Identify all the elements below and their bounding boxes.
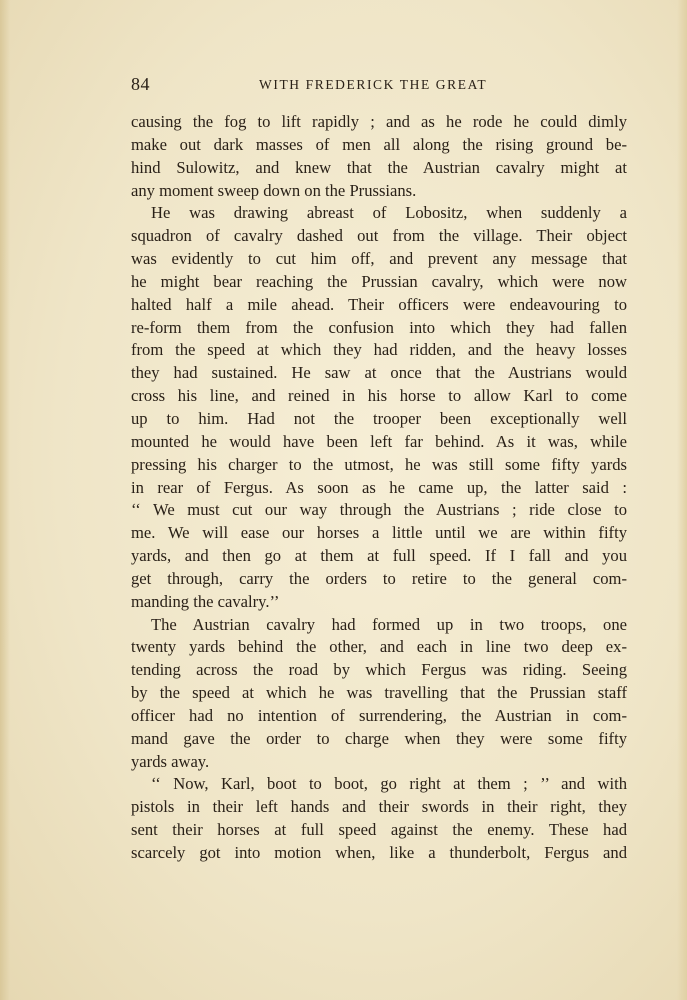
text-line: any moment sweep down on the Prussians. (131, 180, 417, 200)
text-line: pistols in their left hands and their swords in their right, they (131, 797, 627, 817)
text-line: ‘‘ Now, Karl, boot to boot, go right at them ; ’’ and with (151, 774, 627, 794)
text-line: mounted he would have been left far behind. As it was, while (131, 431, 627, 451)
text-line: tending across the road by which Fergus was riding. Seeing (131, 660, 627, 680)
text-line: by the speed at which he was travelling that the Prussian staff (131, 683, 627, 703)
running-title: WITH FREDERICK THE GREAT (259, 77, 488, 92)
text-line: manding the cavalry.’’ (131, 591, 280, 611)
text-line: pressing his charger to the utmost, he was still some fifty yards (131, 454, 627, 474)
text-line: ‘‘ We must cut our way through the Austrians ; ride close to (131, 500, 627, 520)
text-line: yards, and then go at them at full speed. If I fall and you (131, 546, 627, 566)
text-line: causing the fog to lift rapidly ; and as he rode he could dimly (131, 112, 627, 131)
text-line: from the speed at which they had ridden, and the heavy losses (131, 340, 627, 360)
page-right-edge (677, 0, 687, 1000)
text-line: re-form them from the confusion into which they had fallen (131, 317, 627, 337)
text-line: me. We will ease our horses a little until we are within fifty (131, 523, 627, 543)
text-line: yards away. (131, 751, 210, 771)
text-line: they had sustained. He saw at once that the Austrians would (131, 363, 627, 383)
text-line: squadron of cavalry dashed out from the village. Their object (131, 226, 627, 246)
running-head (131, 74, 627, 98)
text-line: sent their horses at full speed against the enemy. These had (131, 820, 627, 840)
page-binding-edge (0, 0, 10, 1000)
text-line: twenty yards behind the other, and each in line two deep ex- (131, 637, 627, 657)
page-number: 84 (131, 74, 150, 94)
text-line: get through, carry the orders to retire to the general com- (131, 568, 627, 588)
text-line: cross his line, and reined in his horse to allow Karl to come (131, 386, 627, 406)
text-line: mand gave the order to charge when they were some fifty (131, 728, 627, 748)
text-line: was evidently to cut him off, and prevent any message that (131, 249, 627, 269)
text-line: halted half a mile ahead. Their officers were endeavouring to (131, 294, 627, 314)
text-line: he might bear reaching the Prussian cavalry, which were now (131, 271, 627, 291)
text-line: The Austrian cavalry had formed up in two troops, one (151, 614, 627, 634)
body-text (131, 111, 627, 865)
text-line: scarcely got into motion when, like a thunderbolt, Fergus and (131, 843, 627, 862)
text-line: officer had no intention of surrendering, the Austrian in com- (131, 705, 627, 725)
text-line: in rear of Fergus. As soon as he came up, the latter said : (131, 477, 627, 497)
text-line: make out dark masses of men all along the rising ground be- (131, 134, 627, 154)
text-line: up to him. Had not the trooper been exceptionally well (131, 408, 627, 428)
text-line: He was drawing abreast of Lobositz, when suddenly a (151, 203, 627, 223)
text-line: hind Sulowitz, and knew that the Austrian cavalry might at (131, 157, 627, 177)
